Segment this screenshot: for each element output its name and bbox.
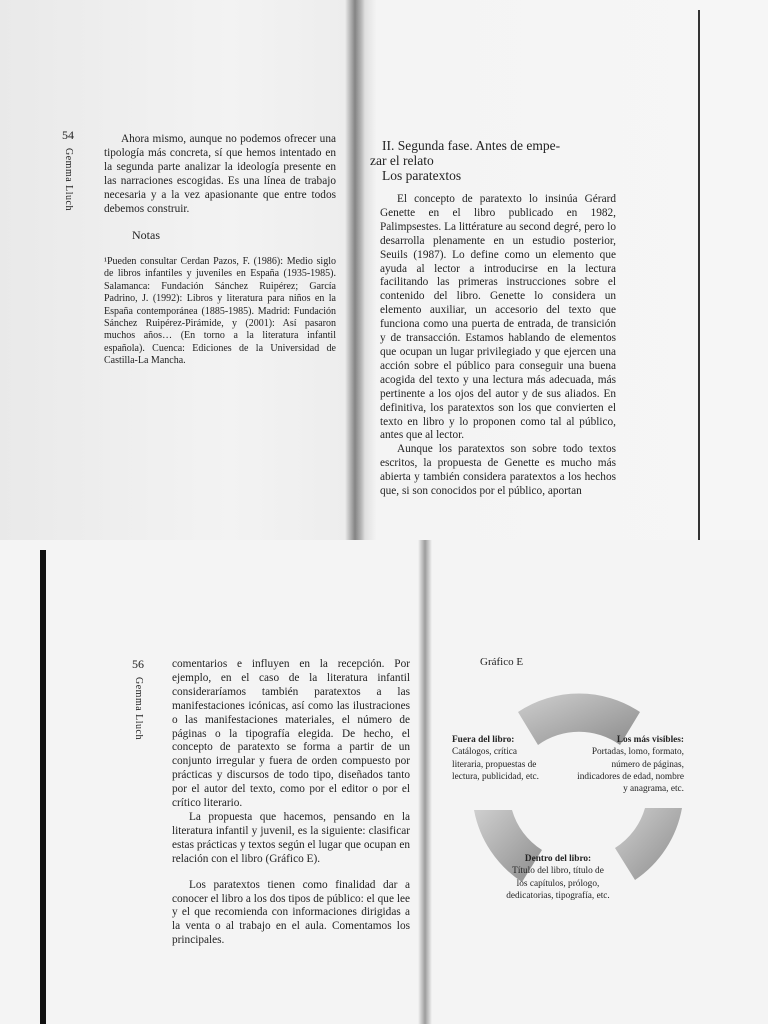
label-dentro-del-libro [506,853,610,902]
heading-line-3: Los paratextos [382,168,462,183]
label-body: Catálogos, crítica literaria, propuestas de lectura, publicidad, etc. [452,747,539,782]
label-title: Los más visibles: [616,735,684,745]
page-56-body [172,658,410,948]
notes-heading: Notas [132,228,160,242]
page-54-paragraph [104,133,336,216]
paragraph: El concepto de paratexto lo insinúa Gérard Genette en el libro publicado en 1982, Palimpsestes. La littérature au second degré, pero lo desarrolla plenamente en un estudio posterior, Seuils (1987). Lo define como un elemento que ayuda al lector a introducirse en la lectura facilitando las primeras instrucciones sobre el contenido del libro. Genette lo considera un elemento auxiliar, un accesorio del texto que funciona como una puerta de entrada, de transición y de transacción. Estamos hablando de elementos que ocupan un lugar privilegiado y que ejercen una acción sobre el público para conseguir una buena acogida del texto y una lectura más adecuada, más pertinente a los ojos del autor y de sus aliados. En definitiva, los paratextos son los que convierten el texto en libro y lo proponen como tal al público, antes que al lector. [380,193,616,442]
footnote-1: ¹Pueden consultar Cerdan Pazos, F. (1986): Medio siglo de libros infantiles y juveniles en España (1935-1985). Salamanca: Fundación Sánchez Ruipérez; García Padrino, J. (1992): Libros y literatura para niños en la España contemporánea (1885-1985). Madrid: Fundación Sánchez Ruipérez-Pirámide, y (2001): Así pasaron muchos años… (En torno a la literatura infantil española). Cuenca: Ediciones de la Universidad de Castilla-La Mancha. [104,256,336,367]
paragraph: Los paratextos tienen como finalidad dar a conocer el libro a los dos tipos de público: el que lee y el que recomienda con informaciones dirigidas a la venta o al trabajo en el aula. Comentamos los principales. [172,878,410,947]
label-fuera-del-libro [452,734,542,783]
figure-title: Gráfico E [480,656,524,668]
heading-line-1: II. Segunda fase. Antes de empe- [382,138,561,153]
label-title: Dentro del libro: [524,854,592,864]
paragraph: Ahora mismo, aunque no podemos ofrecer una tipología más concreta, sí que hemos intentado en la segunda parte analizar la ideología presente en las narraciones escogidas. Es una línea de trabajo necesaria y a la vez apasionante que entre todos debemos construir. [104,133,336,215]
chapter-heading [370,138,560,183]
heading-line-2: zar el relato [370,153,434,168]
page-55-body [380,193,616,499]
ring-segment-right [615,808,682,880]
label-mas-visibles [572,734,684,795]
paragraph: La propuesta que hacemos, pensando en la literatura infantil y juvenil, es la siguiente: clasificar estas prácticas y textos según el lugar que ocupan en relación con el libro (Gráfico E). [172,810,410,865]
page-number-56: 56 [132,657,144,671]
ring-diagram [430,690,730,940]
page-edge-line [698,10,700,540]
paragraph: comentarios e influyen en la recepción. Por ejemplo, en el caso de la literatura infantil consideraríamos también paratextos a las manifestaciones icónicas, así como las ilustraciones o las manifestaciones materiales, el número de páginas o la tipografía elegida. De hecho, el concepto de paratexto se forma a partir de un conjunto irregular y fuera de orden compuesto por prácticas y discursos de todo tipo, diseñados tanto por el autor del texto, como por el editor o por el crítico literario. [172,658,410,810]
book-gutter-shadow [345,0,365,540]
running-head: Gemma Lluch [63,148,74,211]
label-body: Portadas, lomo, formato, número de páginas, indicadores de edad, nombre y anagrama, etc. [577,747,684,795]
label-title: Fuera del libro: [452,735,515,745]
bottom-spread [0,540,768,1024]
label-body: Título del libro, título de los capítulos, prólogo, dedicatorias, tipografía, etc. [506,866,610,901]
paragraph: Aunque los paratextos son sobre todo textos escritos, la propuesta de Genette es mucho más abierta y también considera paratextos a los hechos que, si son conocidos por el público, aportan [380,443,616,498]
running-head: Gemma Lluch [133,677,144,740]
page-edge-line [40,550,46,1024]
page-number-54: 54 [62,128,74,142]
